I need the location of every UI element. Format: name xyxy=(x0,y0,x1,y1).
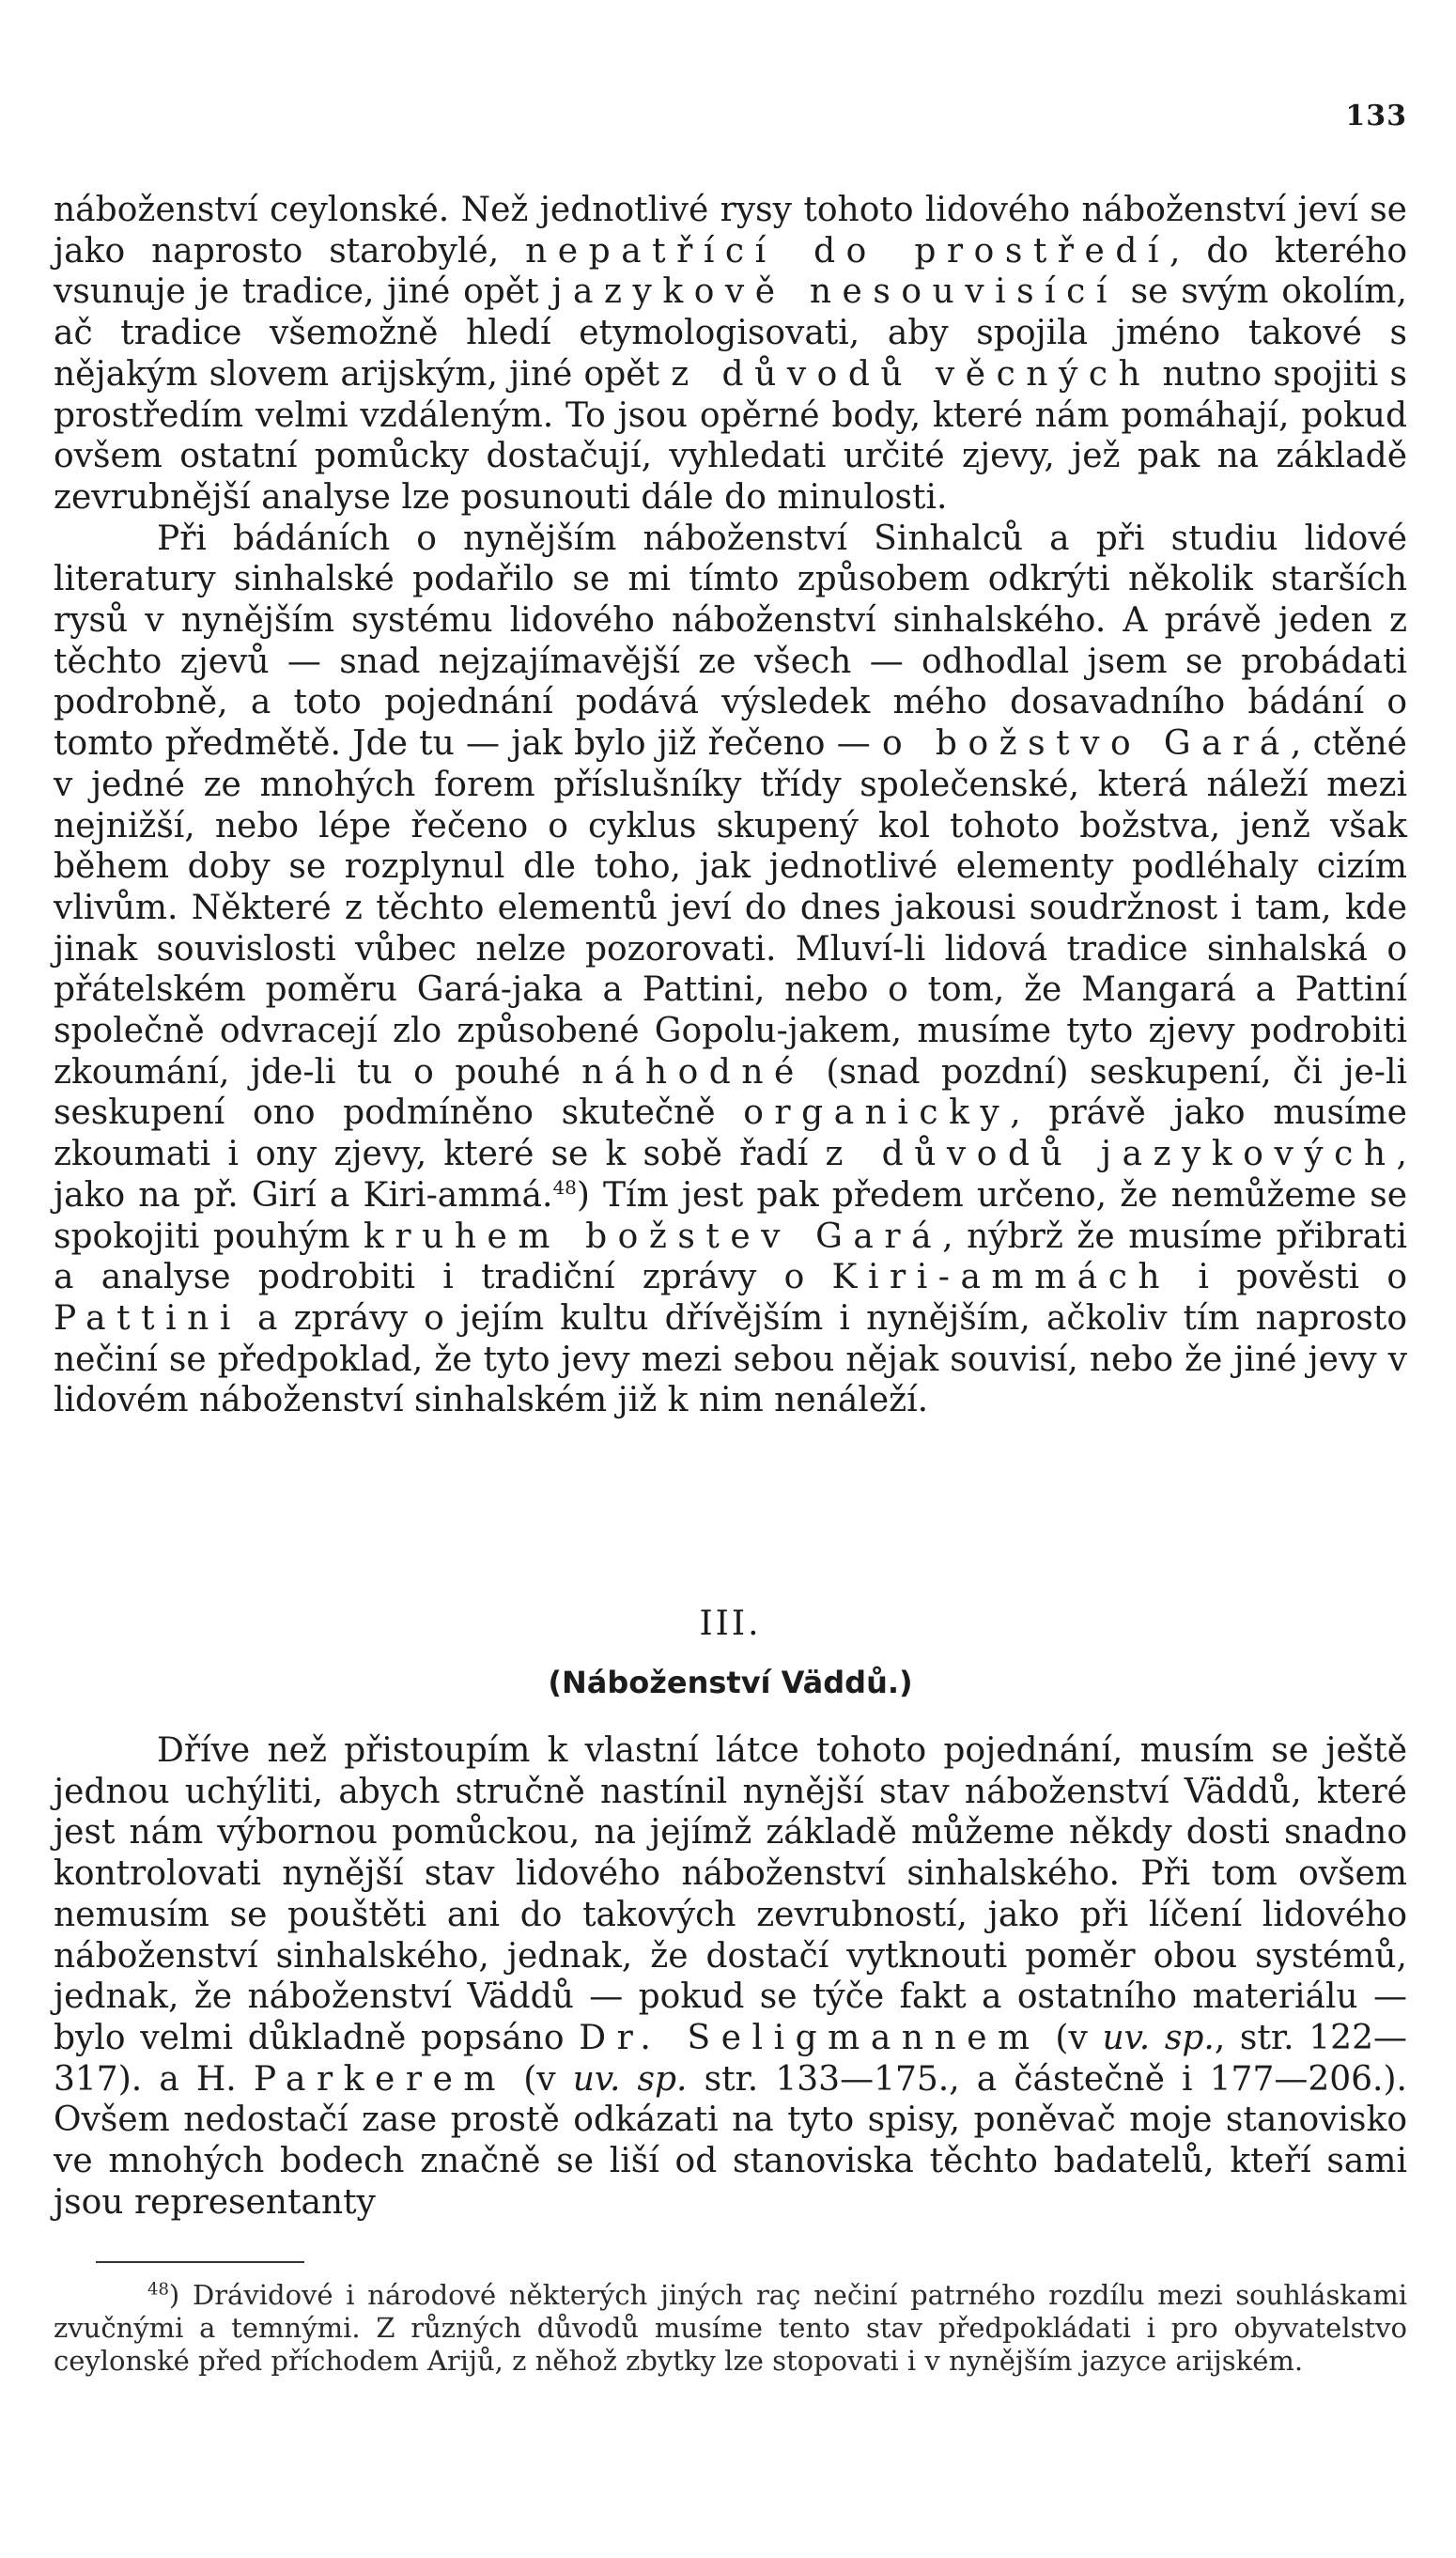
paragraph-2 xyxy=(54,519,1407,1421)
footnote-divider xyxy=(96,2261,304,2263)
text-run: , jako na př. Girí a Kiri-ammá. xyxy=(54,1135,1407,1215)
paragraph-1 xyxy=(54,190,1407,519)
footnote-text: ) Drávidové i národové některých jiných raç nečiní patrného rozdílu mezi souhláskami zvučnými a temnými. Z různých důvodů musíme tento stav předpokládati i pro obyvatelstvo ceylonské před příchodem Arijů, z něhož zbytky lze stopovati i v nynějším jazyce arijském. xyxy=(54,2279,1407,2377)
spaced-emphasis: jazykově nesouvisící xyxy=(551,272,1118,312)
text-run: (v xyxy=(506,2059,573,2099)
text-run: (v xyxy=(1040,2018,1103,2057)
text-run: , právě jako musíme zkoumati i ony zjevy, které se k sobě řadí xyxy=(54,1093,1407,1174)
page-number: 133 xyxy=(1345,100,1407,132)
text-run: se svým okolím, ač tradice všemožně hledí etymologisovati, aby spojila jméno takové s nějakým slovem arijským, jiné opět xyxy=(54,272,1407,394)
body-text-lower xyxy=(54,1730,1407,2223)
section-number: III. xyxy=(699,1605,762,1643)
spaced-emphasis: organicky xyxy=(743,1093,1011,1133)
text-run: nutno spojiti s prostředím velmi vzdáleným. To jsou opěrné body, které nám pomáhají, pokud ovšem ostatní pomůcky dostačují, vyhledati určité zjevy, jež pak na základě zevrubnější analyse lze posunouti dále do minulosti. xyxy=(54,354,1407,517)
spaced-emphasis: o božstvo Gará xyxy=(881,724,1291,764)
spaced-emphasis: kruhem božstev Gará xyxy=(364,1217,943,1256)
text-run: , ctěné v jedné ze mnohých forem příslušníky třídy společenské, která náleží mezi nejnižší, nebo lépe řečeno o cyklus skupený kol tohoto božstva, jenž však během doby se rozplynul dle toho, jak jednotlivé elementy podléhaly cizím vlivům. Některé z těchto elementů jeví do dnes jakousi soudržnost i tam, kde jinak souvislosti vůbec nelze pozorovati. Mluví-li lidová tradice sinhalská o přátelském poměru Gará-jaka a Pattini, nebo o tom, že Mangará a Pattiní společně odvracejí zlo způsobené Gopolu-jakem, musíme tyto zjevy podrobiti zkoumání, jde-li tu o pouhé xyxy=(54,724,1407,1092)
spaced-emphasis: z důvodů věcných xyxy=(671,354,1152,394)
body-text-upper xyxy=(54,190,1407,1421)
italic-citation: uv. sp. xyxy=(1102,2018,1215,2057)
footnote xyxy=(54,2279,1407,2378)
text-run: , do kterého vsunuje je tradice, jiné opět xyxy=(54,231,1407,312)
spaced-emphasis: náhodné xyxy=(581,1052,805,1092)
spaced-emphasis: Parkerem xyxy=(253,2059,507,2099)
text-run: Dříve než přistoupím k vlastní látce tohoto pojednání, musím se ještě jednou uchýliti, abych stručně nastínil nynější stav náboženství Väddů, které jest nám výbornou pomůckou, na jejímž základě můžeme někdy dosti snadno kontrolovati nynější stav lidového náboženství sinhalského. Při tom ovšem nemusím se pouštěti ani do takových zevrubností, jako při líčení lidového náboženství sinhalského, jednak, že dostačí vytknouti poměr obou systémů, jednak, že náboženství Väddů — pokud se týče fakt a ostatního materiálu — bylo velmi důkladně popsáno xyxy=(54,1731,1407,2057)
text-run: i pověsti o xyxy=(1170,1258,1407,1297)
text-run: , nýbrž že musíme přibrati a analyse podrobiti i tradiční zprávy o xyxy=(54,1217,1408,1297)
text-run: ) Tím jest pak předem určeno, že nemůžeme se spokojiti pouhým xyxy=(54,1175,1407,1256)
footnote-reference: 48 xyxy=(552,1175,577,1199)
spaced-emphasis: z důvodů jazykových xyxy=(825,1135,1397,1174)
paragraph-3 xyxy=(54,1730,1407,2223)
spaced-emphasis: Pattini xyxy=(54,1298,241,1338)
text-run: (snad pozdní) seskupení, či je-li seskupení ono podmíněno skutečně xyxy=(54,1052,1407,1133)
text-run: Při bádáních o nynějším náboženství Sinhalců a při studiu lidové literatury sinhalské podařilo se mi tímto způsobem odkrýti několik starších rysů v nynějším systému lidového náboženství sinhalského. A právě jeden z těchto zjevů — snad nejzajímavější ze všech — odhodlal jsem se probádati podrobně, a toto pojednání podává výsledek mého dosavadního bádání o tomto předmětě. Jde tu — jak bylo již řečeno — xyxy=(54,519,1407,764)
section-title: (Náboženství Väddů.) xyxy=(548,1665,913,1700)
text-run: str. 133—175., a částečně i 177—206.). Ovšem nedostačí zase prostě odkázati na tyto spisy, poněvač moje stanovisko ve mnohých bodech značně se liší od stanoviska těchto badatelů, kteří sami jsou representanty xyxy=(54,2059,1407,2222)
spaced-emphasis: Dr. Seligmannem xyxy=(579,2018,1041,2057)
text-run: náboženství ceylonské. Než jednotlivé rysy tohoto lidového náboženství jeví se jako naprosto starobylé, xyxy=(54,191,1407,271)
spaced-emphasis: Kiri-ammách xyxy=(831,1258,1171,1297)
text-run: a zprávy o jejím kultu dřívějším i nynějším, ačkoliv tím naprosto nečiní se předpoklad, že tyto jevy mezi sebou nějak souvisí, nebo že jiné jevy v lidovém náboženství sinhalském již k nim nenáleží. xyxy=(54,1298,1407,1420)
italic-citation: uv. sp. xyxy=(572,2059,688,2099)
text-run: , str. 122—317). a H. xyxy=(54,2018,1407,2099)
spaced-emphasis: nepatřící do prostředí xyxy=(525,231,1169,271)
footnote-number: 48 xyxy=(147,2279,169,2300)
